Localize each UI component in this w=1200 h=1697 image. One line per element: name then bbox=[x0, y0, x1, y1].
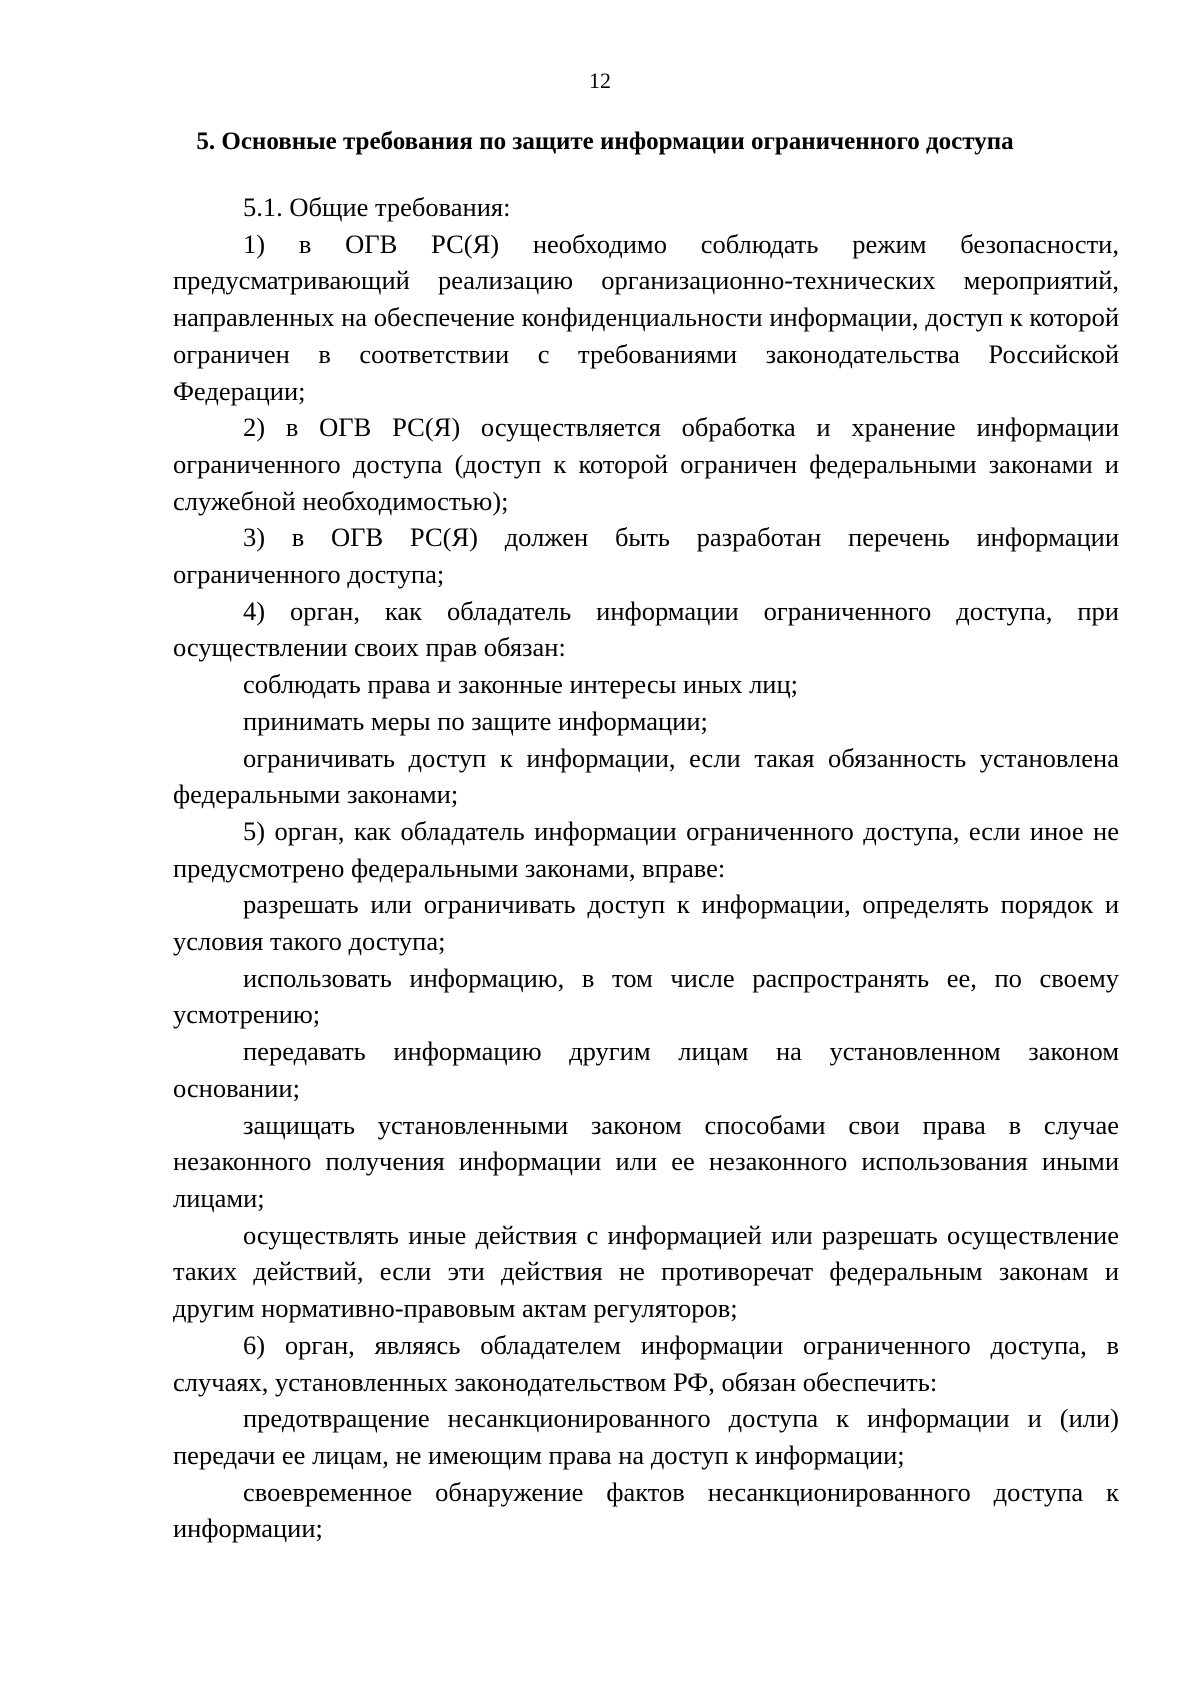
document-body bbox=[173, 189, 1119, 1547]
paragraph-item-6-measure-1: предотвращение несанкционированного доступа к информации и (или) передачи ее лицам, не имеющим права на доступ к информации; bbox=[173, 1403, 1119, 1470]
paragraph-item-4: 4) орган, как обладатель информации ограниченного доступа, при осуществлении своих прав обязан: bbox=[173, 595, 1119, 663]
paragraph-item-4-duty-2: принимать меры по защите информации; bbox=[243, 705, 708, 736]
paragraph-item-5: 5) орган, как обладатель информации ограниченного доступа, если иное не предусмотрено федеральными законами, вправе: bbox=[173, 815, 1119, 883]
paragraph-item-5-right-5: осуществлять иные действия с информацией или разрешать осуществление таких действий, если эти действия не противоречат федеральным законам и другим нормативно-правовым актам регуляторов; bbox=[173, 1219, 1119, 1324]
paragraph-item-5-right-1: разрешать или ограничивать доступ к информации, определять порядок и условия такого доступа; bbox=[173, 889, 1119, 957]
paragraph-item-6-measure-2: своевременное обнаружение фактов несанкционированного доступа к информации; bbox=[173, 1476, 1119, 1544]
paragraph-item-5-right-4: защищать установленными законом способами свои права в случае незаконного получения информации или ее незаконного использования иными лицами; bbox=[173, 1109, 1119, 1213]
paragraph-item-1: 1) в ОГВ РС(Я) необходимо соблюдать режим безопасности, предусматривающий реализацию организационно-технических мероприятий, направленных на обеспечение конфиденциальности информации, доступ к которой ограничен в соответствии с требованиями законодательства Российской Федерации; bbox=[173, 228, 1119, 406]
paragraph-item-4-duty-3: ограничивать доступ к информации, если такая обязанность установлена федеральными законами; bbox=[173, 742, 1119, 810]
paragraph-item-2: 2) в ОГВ РС(Я) осуществляется обработка и хранение информации ограниченного доступа (доступ к которой ограничен федеральными законами и служебной необходимостью); bbox=[173, 412, 1119, 516]
paragraph-item-4-duty-1: соблюдать права и законные интересы иных лиц; bbox=[243, 669, 799, 700]
paragraph-item-5-right-2: использовать информацию, в том числе распространять ее, по своему усмотрению; bbox=[173, 962, 1119, 1030]
page-number: 12 bbox=[589, 68, 611, 93]
section-title: 5. Основные требования по защите информации ограниченного доступа bbox=[196, 128, 1014, 155]
paragraph-item-6: 6) орган, являясь обладателем информации ограниченного доступа, в случаях, установленных законодательством РФ, обязан обеспечить: bbox=[173, 1329, 1119, 1397]
paragraph-item-5-right-3: передавать информацию другим лицам на установленном законом основании; bbox=[173, 1036, 1119, 1103]
paragraph-item-3: 3) в ОГВ РС(Я) должен быть разработан перечень информации ограниченного доступа; bbox=[173, 522, 1119, 590]
paragraph-5-1-heading: 5.1. Общие требования: bbox=[243, 192, 511, 222]
